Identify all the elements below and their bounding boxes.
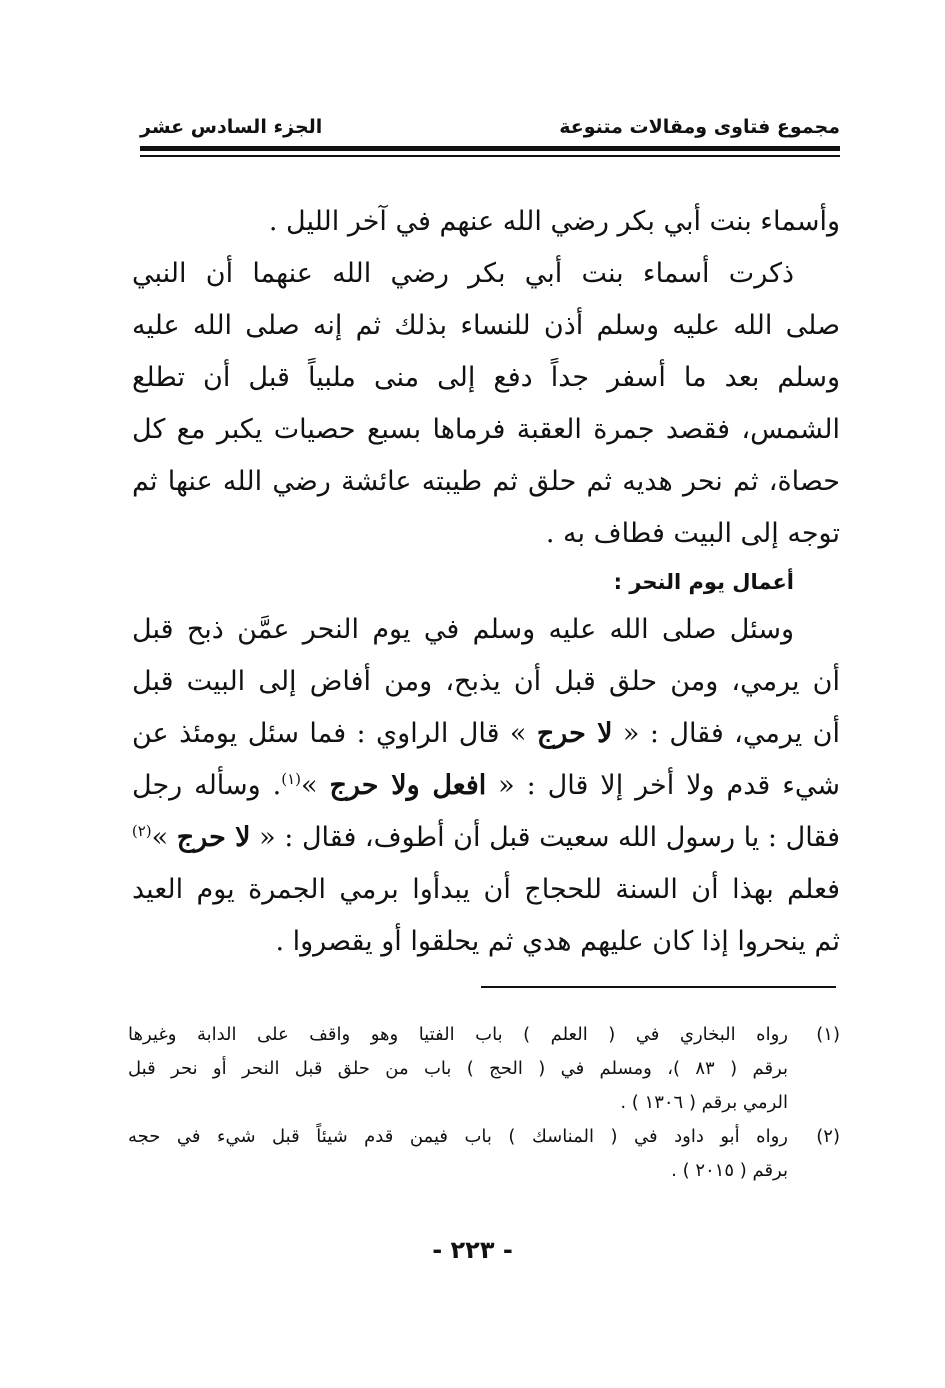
text-line: أن يرمي، ومن حلق قبل أن يذبح، ومن أفاض إلى البيت قبل <box>132 666 840 697</box>
footnote-line: رواه أبو داود في ( المناسك ) باب فيمن قدم شيئاً قبل شيء في حجه <box>128 1126 788 1147</box>
text-line: الشمس، فقصد جمرة العقبة فرماها بسبع حصيات يكبر مع كل <box>132 414 840 445</box>
footnote-separator <box>481 986 836 988</box>
text-line <box>132 760 840 812</box>
text-run: » <box>300 770 330 801</box>
text-line: فعلم بهذا أن السنة للحجاج أن يبدأوا برمي الجمرة يوم العيد <box>132 874 840 905</box>
text-run: فقال : يا رسول الله سعيت قبل أن أطوف، فقال : « <box>250 822 840 853</box>
footnote-ref[interactable]: (١) <box>281 770 301 788</box>
text-run: شيء قدم ولا أخر إلا قال : « <box>486 770 840 801</box>
text-line: توجه إلى البيت فطاف به . <box>545 518 840 549</box>
text-line: ذكرت أسماء بنت أبي بكر رضي الله عنهما أن النبي <box>132 258 794 289</box>
header-rule-thick <box>140 146 840 151</box>
footnote-item <box>128 1018 840 1120</box>
running-header <box>140 112 840 148</box>
footnote-item <box>128 1120 840 1188</box>
text-line <box>132 812 840 864</box>
quote-bold: لا حرج <box>536 718 613 749</box>
text-run: » <box>151 822 177 853</box>
text-line: وسئل صلى الله عليه وسلم في يوم النحر عمَّن ذبح قبل <box>132 614 794 645</box>
text-run: » قال الراوي : فما سئل يومئذ عن <box>132 718 537 749</box>
header-rule-thin <box>140 155 840 157</box>
text-line: وسلم بعد ما أسفر جداً دفع إلى منى ملبياً قبل أن تطلع <box>132 362 840 393</box>
text-line: حصاة، ثم نحر هديه ثم حلق ثم طيبته عائشة رضي الله عنها ثم <box>132 466 840 497</box>
footnote-line: برقم ( ٢٠١٥ ) . <box>671 1160 788 1181</box>
page-number: - ٢٢٣ - <box>432 1236 513 1264</box>
footnote-line: برقم ( ٨٣ )، ومسلم في ( الحج ) باب من حلق قبل النحر أو نحر قبل <box>128 1058 788 1079</box>
text-line: وأسماء بنت أبي بكر رضي الله عنهم في آخر الليل . <box>268 206 840 237</box>
footnote-line: رواه البخاري في ( العلم ) باب الفتيا وهو واقف على الدابة وغيرها <box>128 1024 788 1045</box>
text-line <box>132 708 840 760</box>
main-text <box>132 196 840 968</box>
footnote-number: (٢) <box>816 1126 840 1147</box>
quote-bold: افعل ولا حرج <box>329 770 487 801</box>
text-run: أن يرمي، فقال : « <box>612 718 840 749</box>
footnote-ref[interactable]: (٢) <box>132 822 152 840</box>
text-line: صلى الله عليه وسلم أذن للنساء بذلك ثم إنه صلى الله عليه <box>132 310 840 341</box>
volume-label: الجزء السادس عشر <box>140 116 323 138</box>
quote-bold: لا حرج <box>176 822 251 853</box>
text-run: . وسأله رجل <box>132 770 282 801</box>
footnotes <box>128 1018 840 1188</box>
text-line: ثم ينحروا إذا كان عليهم هدي ثم يحلقوا أو يقصروا . <box>275 926 840 957</box>
section-heading: أعمال يوم النحر : <box>613 570 794 594</box>
footnote-number: (١) <box>816 1024 840 1045</box>
book-title: مجموع فتاوى ومقالات متنوعة <box>559 116 840 138</box>
footnote-line: الرمي برقم ( ١٣٠٦ ) . <box>620 1092 788 1113</box>
